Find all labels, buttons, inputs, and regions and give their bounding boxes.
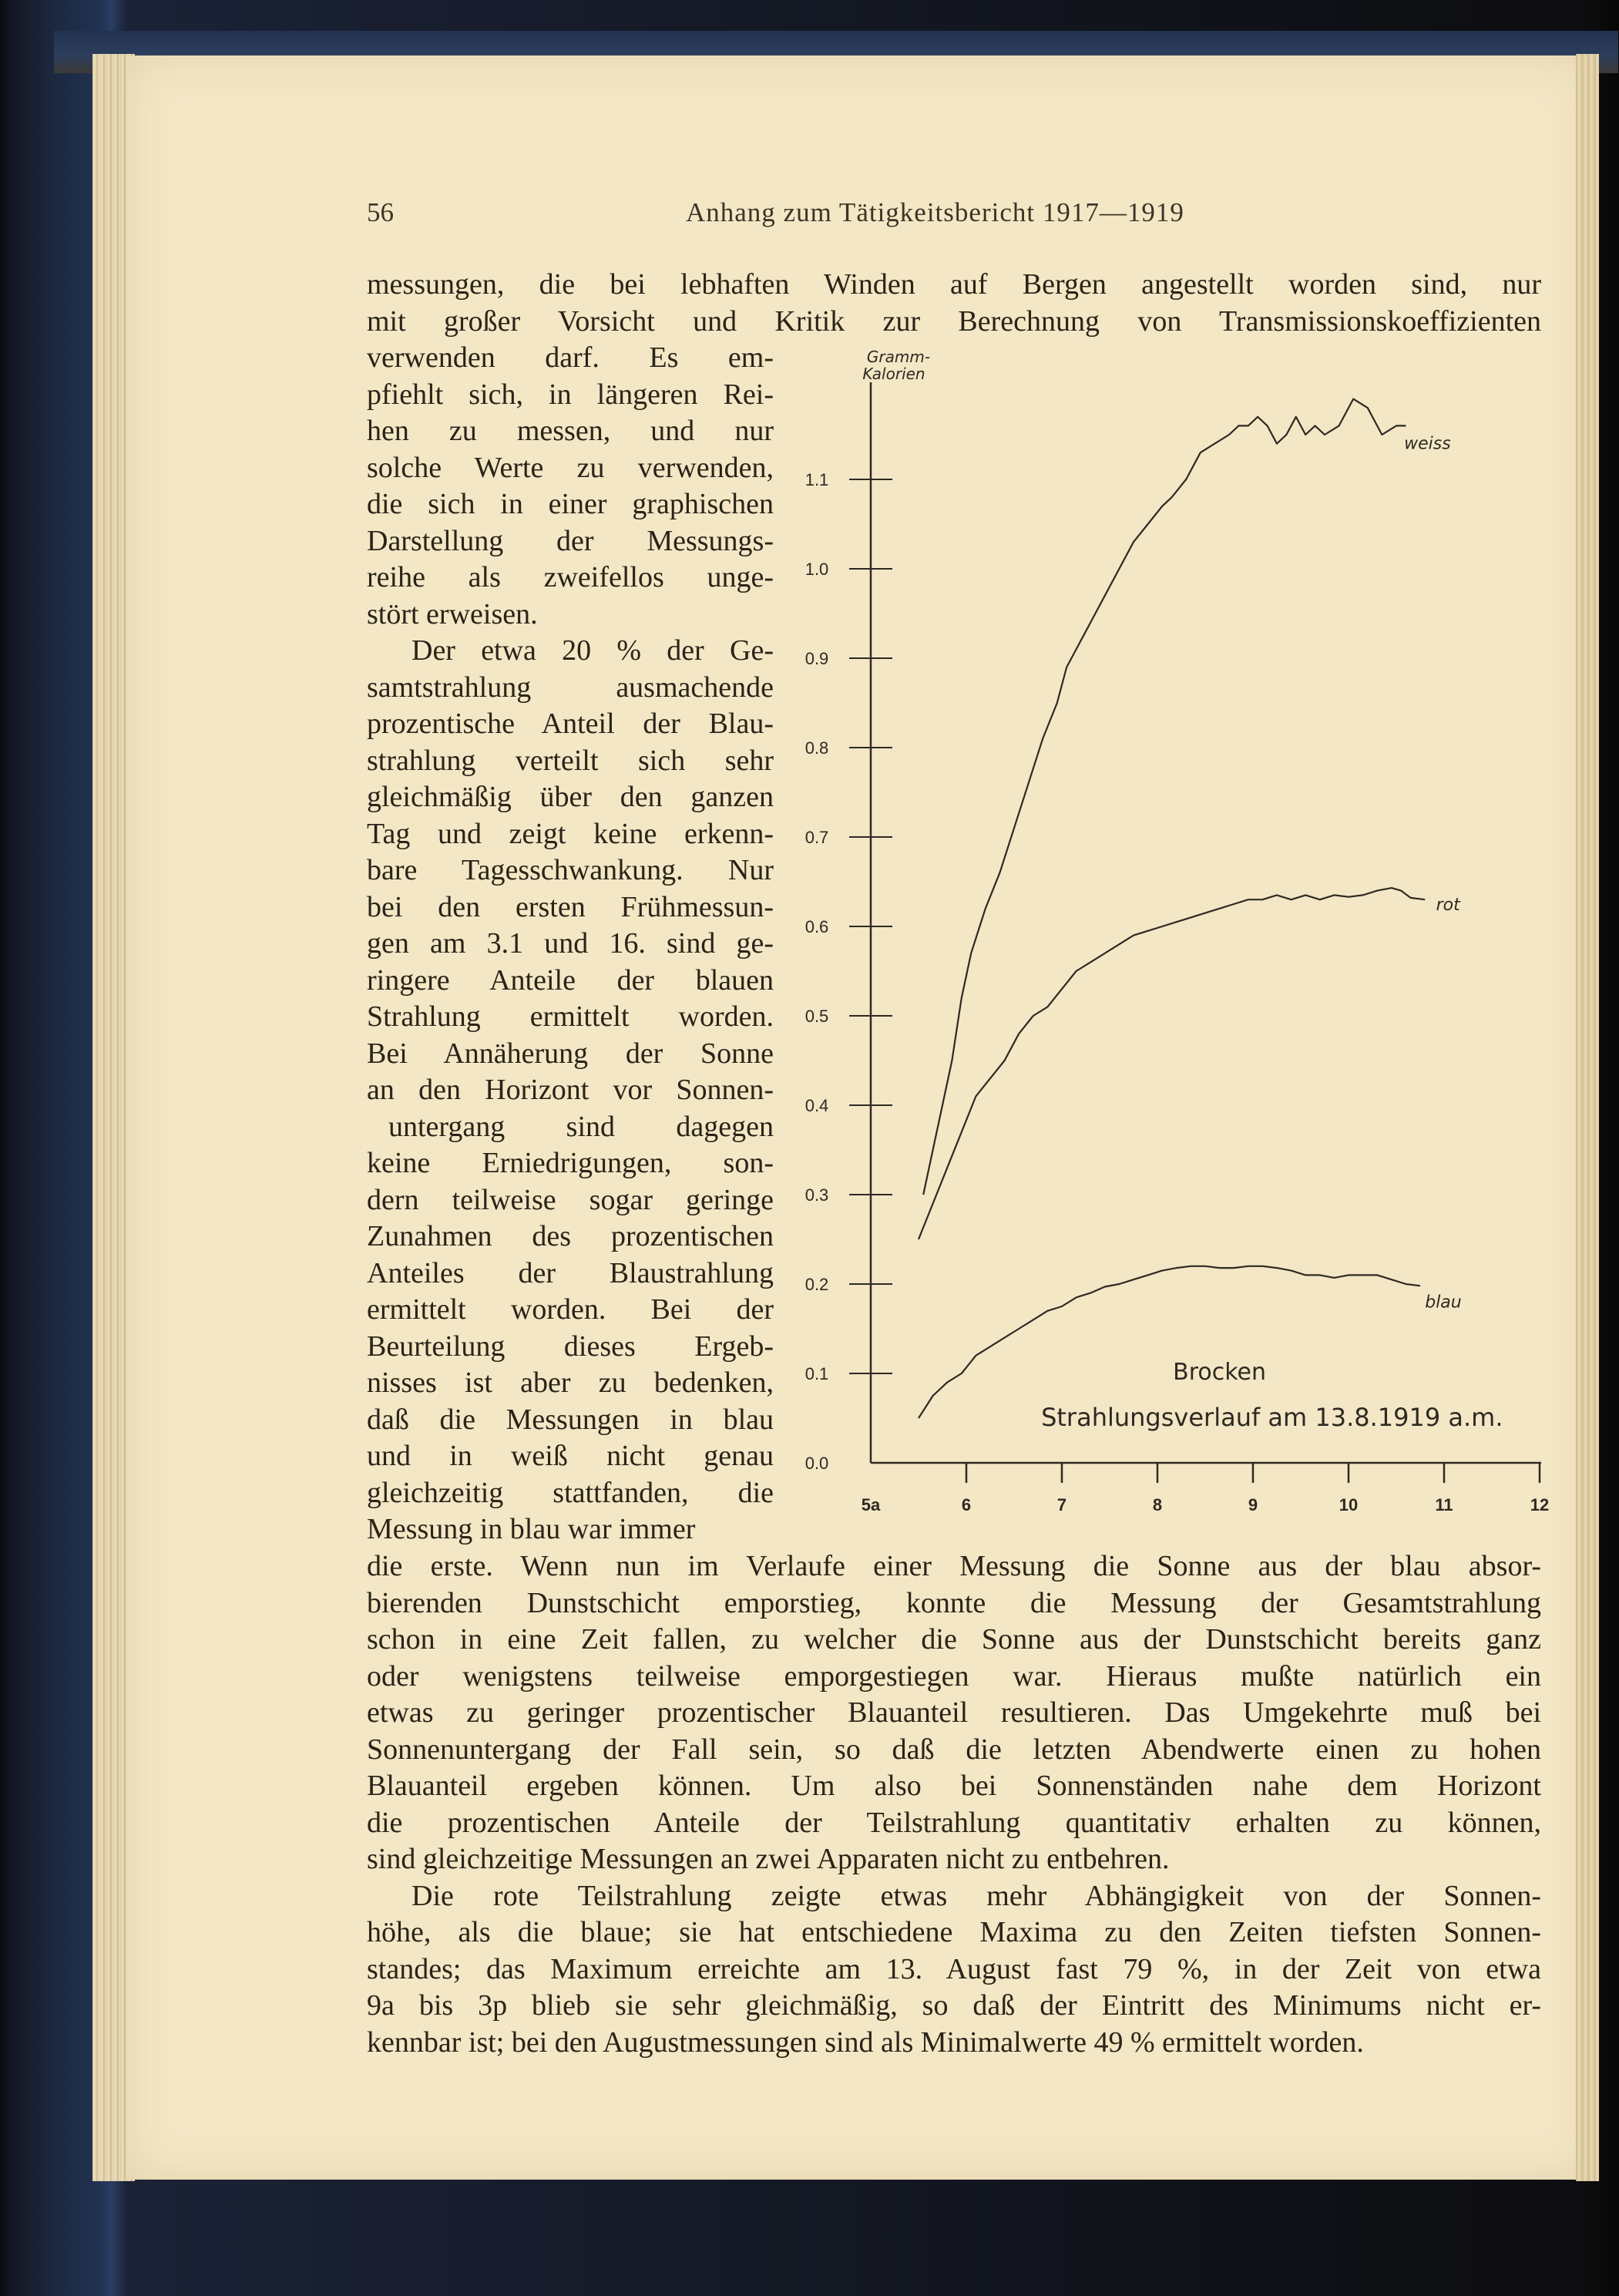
bottom-paragraph [367,1548,1541,2061]
text-line: stört erweisen. [367,597,538,630]
text-line: Sonnenuntergang der Fall sein, so daß die letzten Abendwerte einen zu hohen [367,1733,1541,1766]
text-line: Der etwa 20 % der Ge- [411,634,774,667]
text-line: prozentische Anteil der Blau- [367,708,774,740]
y-tick-label: 0.7 [804,828,829,847]
intro-paragraph [367,267,1541,340]
y-tick-label: 0.9 [804,649,829,668]
text-line: Anteiles der Blaustrahlung [367,1256,774,1289]
y-axis-label: Gramm-Kalorien [862,348,931,383]
y-tick-label: 1.0 [804,560,829,579]
text-line: Darstellung der Messungs- [367,524,774,557]
page-edges-right [1576,54,1599,2181]
text-line: verwenden darf. Es em- [367,341,774,374]
text-line: mit großer Vorsicht und Kritik zur Berechnung von Transmissionskoeffizienten [367,304,1541,338]
text-line: daß die Messungen in blau [367,1403,774,1436]
text-line: bei den ersten Frühmessun- [367,890,774,923]
text-line: Tag und zeigt keine erkenn- [367,817,774,850]
y-tick-label: 0.5 [804,1007,829,1026]
y-tick-label: 1.1 [804,470,829,489]
series-label-rot: rot [1436,896,1460,916]
station-annotation: Brocken [1173,1359,1267,1386]
text-line: samtstrahlung ausmachende [367,671,774,704]
text-line: reihe als zweifellos unge- [367,561,774,593]
y-tick-label: 0.3 [804,1185,829,1205]
text-line: sind gleichzeitige Messungen an zwei Apparaten nicht zu entbehren. [367,1843,1170,1875]
text-line: keine Erniedrigungen, son- [367,1147,774,1179]
x-axis-ticks [862,1463,1549,1514]
text-line: und in weiß nicht genau [367,1440,774,1472]
y-tick-label: 0.2 [804,1275,829,1294]
text-line: strahlung verteilt sich sehr [367,744,774,777]
running-title: Anhang zum Tätigkeitsbericht 1917—1919 [686,197,1184,227]
series-line-weiss [923,399,1406,1195]
text-line: die erste. Wenn nun im Verlaufe einer Messung die Sonne aus der blau absor- [367,1550,1541,1582]
text-line: Die rote Teilstrahlung zeigte etwas mehr Abhängigkeit von der Sonnen- [411,1879,1541,1912]
text-line: oder wenigstens teilweise emporgestiegen war. Hieraus mußte natürlich ein [367,1659,1541,1693]
text-line: Zunahmen des prozentischen [367,1220,774,1252]
text-line: ringere Anteile der blauen [367,963,774,997]
text-line: Messung in blau war immer [367,1513,696,1545]
text-line: die prozentischen Anteile der Teilstrahlung quantitativ erhalten zu können, [367,1806,1541,1839]
text-line: untergang sind dagegen [388,1110,774,1143]
y-tick-label: 0.6 [804,917,829,936]
y-axis-ticks [805,470,892,1473]
x-tick-label: 12 [1530,1495,1550,1514]
text-line: an den Horizont vor Sonnen- [367,1074,774,1106]
text-line: solche Werte zu verwenden, [367,451,774,484]
text-line: bierenden Dunstschicht emporstieg, konnte die Messung der Gesamtstrahlung [367,1586,1541,1619]
text-line: pfiehlt sich, in längeren Rei- [367,378,774,411]
x-tick-label: 10 [1339,1495,1359,1514]
text-line: etwas zu geringer prozentischer Blauanteil resultieren. Das Umgekehrte muß bei [367,1696,1541,1729]
x-tick-label: 9 [1248,1495,1258,1514]
text-line: schon in eine Zeit fallen, zu welcher die Sonne aus der Dunstschicht bereits ganz [367,1623,1541,1656]
text-line: die sich in einer graphischen [367,488,774,520]
x-tick-label: 7 [1056,1495,1067,1514]
text-line: gen am 3.1 und 16. sind ge- [367,927,774,960]
x-tick-label: 5a [861,1495,881,1514]
text-line: nisses ist aber zu bedenken, [367,1367,774,1399]
chart-series [919,399,1462,1418]
series-label-weiss: weiss [1404,434,1451,454]
page-number: 56 [367,197,394,227]
chart-annotation-title: Strahlungsverlauf am 13.8.1919 a.m. [1041,1403,1503,1432]
y-tick-label: 0.8 [804,738,829,758]
text-line: gleichmäßig über den ganzen [367,781,774,813]
series-line-blau [919,1266,1420,1418]
x-tick-label: 11 [1435,1495,1453,1514]
text-line: standes; das Maximum erreichte am 13. August fast 79 %, in der Zeit von etwa [367,1952,1541,1985]
text-line: hen zu messen, und nur [367,415,774,447]
text-line: Blauanteil ergeben können. Um also bei Sonnenständen nahe dem Horizont [367,1770,1541,1802]
text-line: Beurteilung dieses Ergeb- [367,1330,774,1363]
text-line: Strahlung ermittelt worden. [367,1000,774,1033]
text-line: messungen, die bei lebhaften Winden auf Bergen angestellt worden sind, nur [367,268,1541,301]
text-line: ermittelt worden. Bei der [367,1293,774,1326]
text-line: gleichzeitig stattfanden, die [367,1476,774,1509]
x-tick-label: 6 [961,1495,972,1514]
y-tick-label: 0.4 [804,1096,829,1115]
text-line: 9a bis 3p blieb sie sehr gleichmäßig, so daß der Eintritt des Minimums nicht er- [367,1989,1541,2022]
text-line: kennbar ist; bei den Augustmessungen sind als Minimalwerte 49 % ermittelt worden. [367,2025,1364,2059]
series-label-blau: blau [1425,1293,1462,1313]
text-line: höhe, als die blaue; sie hat entschiedene Maxima zu den Zeiten tiefsten Sonnen- [367,1916,1541,1948]
side-paragraph [367,340,774,1548]
text-line: dern teilweise sogar geringe [367,1183,774,1216]
radiation-chart [794,339,1564,1534]
series-line-rot [919,888,1425,1239]
x-tick-label: 8 [1152,1495,1163,1514]
y-tick-label: 0.0 [804,1454,829,1473]
text-line: Bei Annäherung der Sonne [367,1037,774,1070]
y-tick-label: 0.1 [804,1364,829,1383]
text-line: bare Tagesschwankung. Nur [367,854,774,886]
